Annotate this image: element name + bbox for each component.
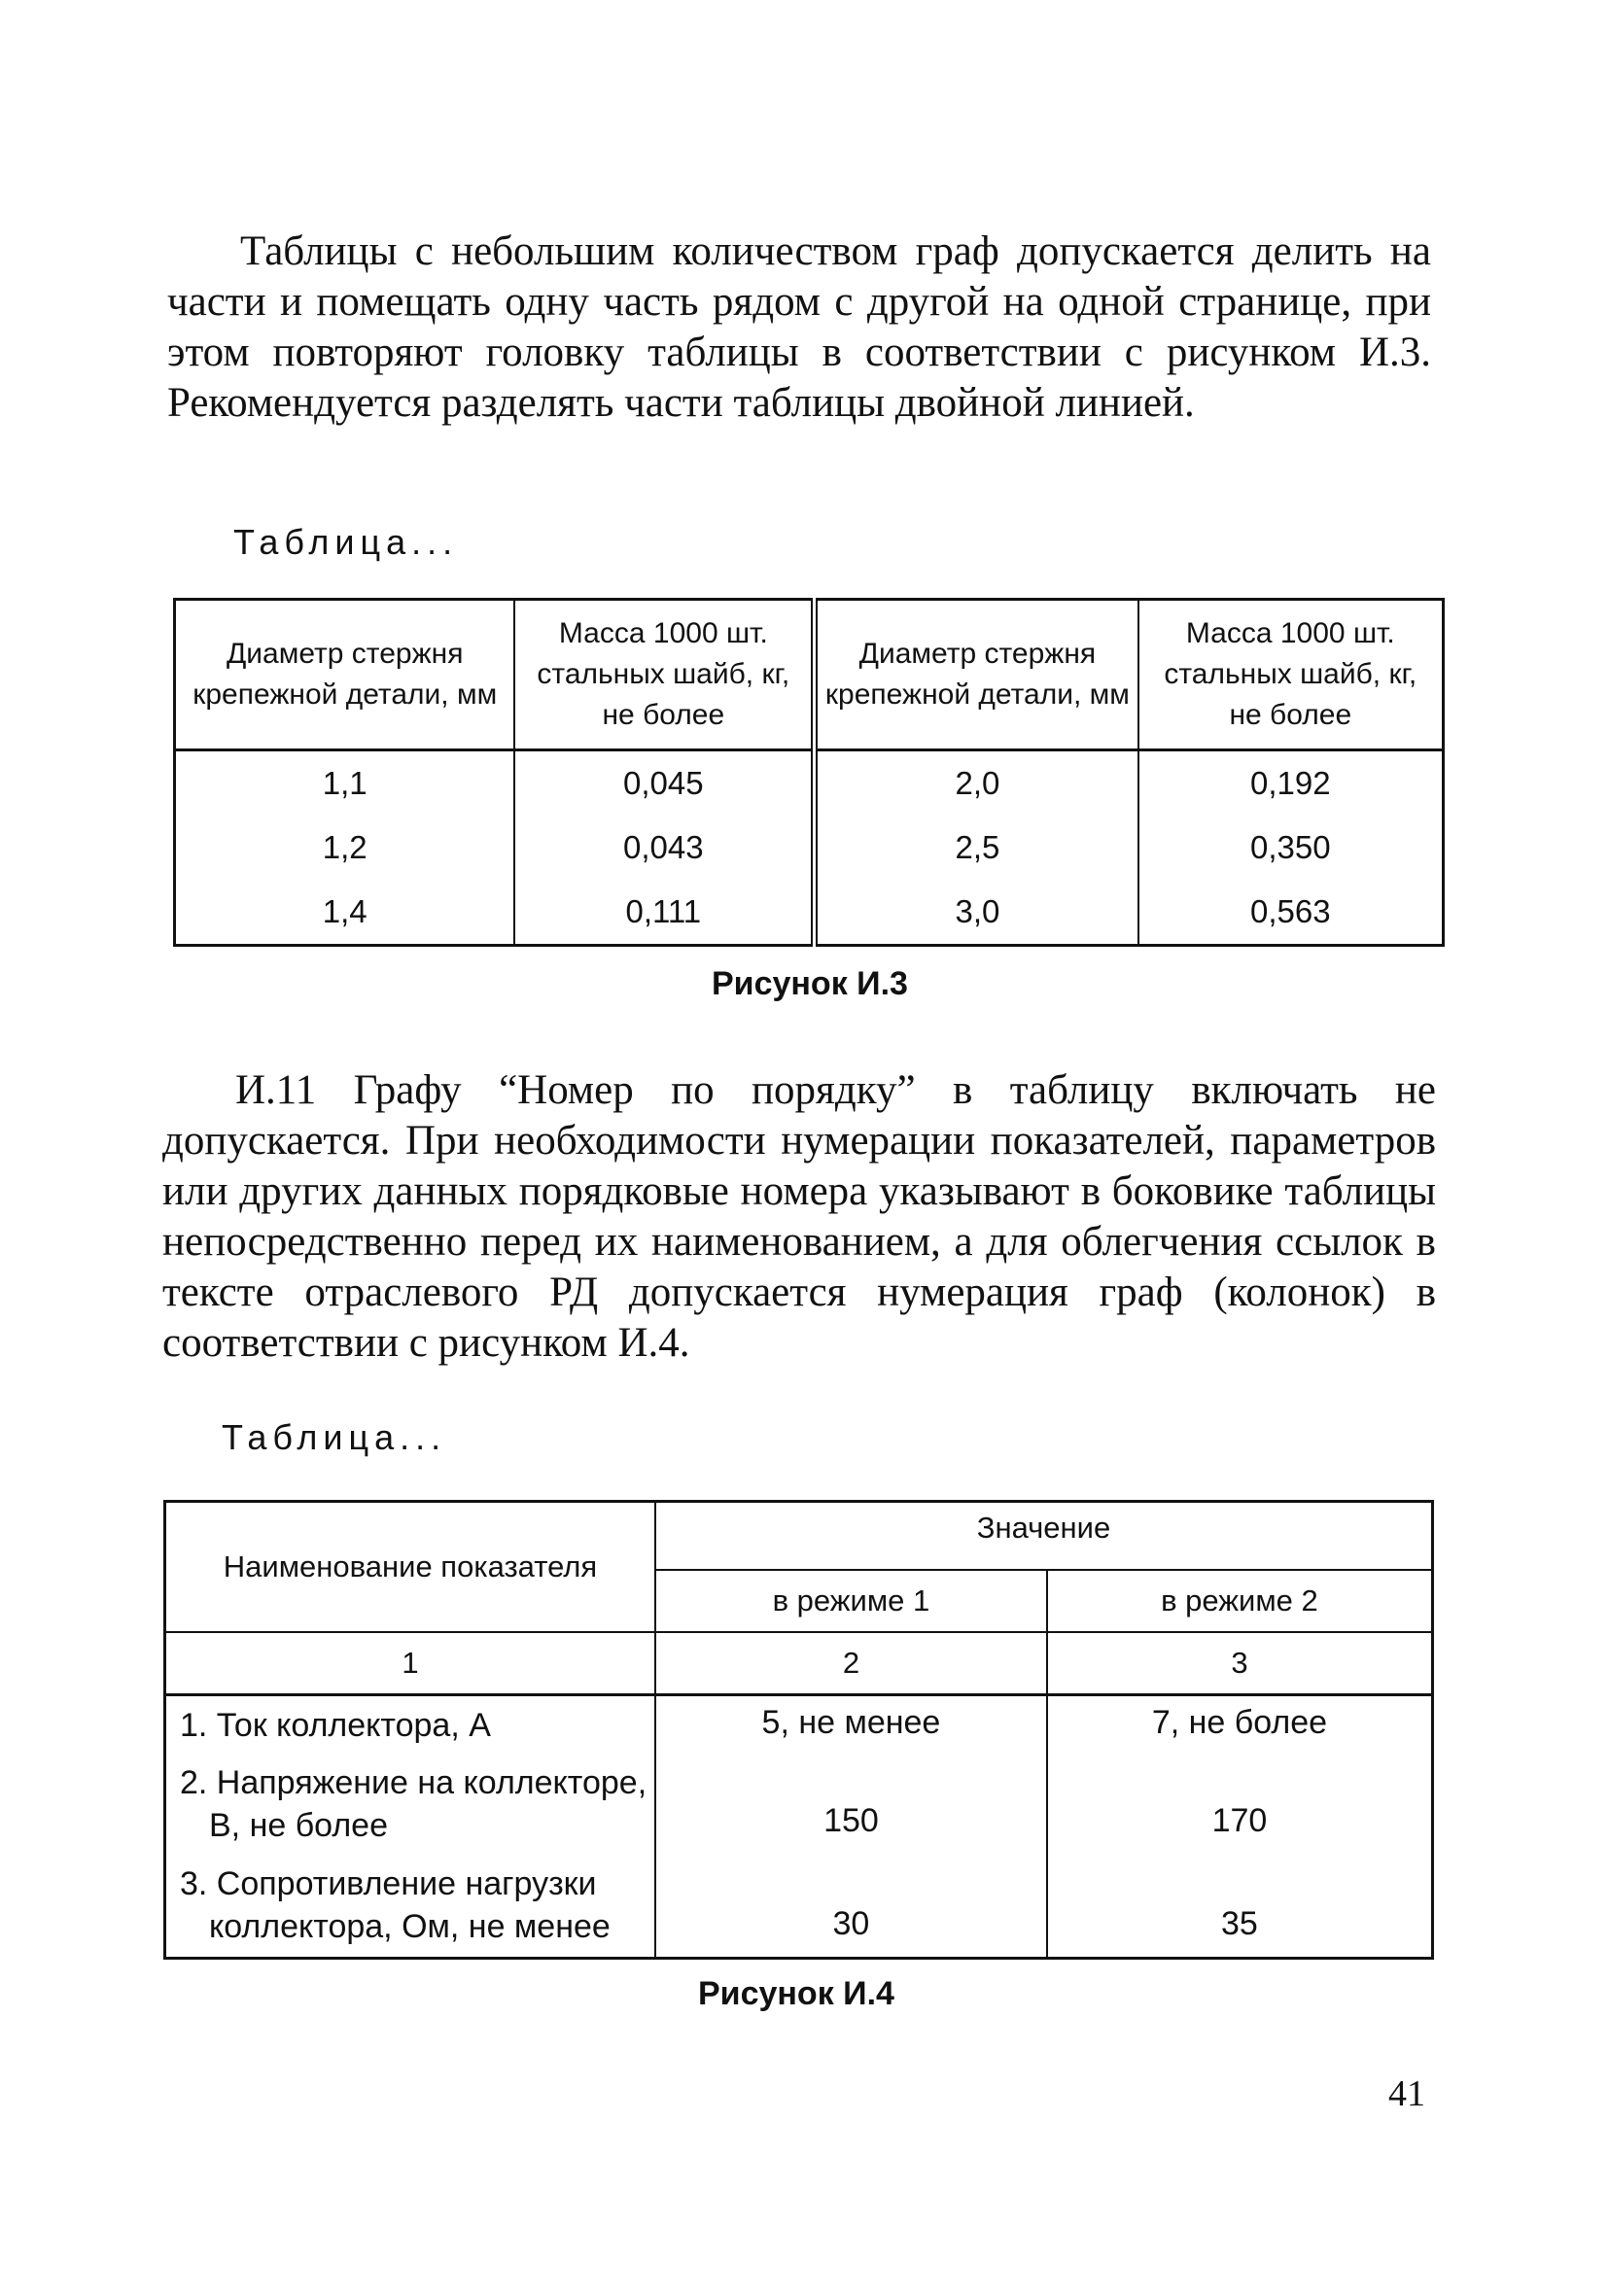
table-2-header-mode-2: в режиме 2 <box>1047 1570 1433 1632</box>
table-2-name-cell <box>165 1695 656 1756</box>
table-1-cell: 0,192 <box>1138 750 1444 817</box>
table-row <box>175 816 1444 880</box>
table-1-header-mass-a: Масса 1000 шт. стальных шайб, кг, не более <box>514 600 814 750</box>
table-1-header-mass-b: Масса 1000 шт. стальных шайб, кг, не более <box>1138 600 1444 750</box>
figure-caption-i4: Рисунок И.4 <box>698 1975 894 2012</box>
table-2-value-mode-1: 150 <box>655 1755 1047 1854</box>
table-2-header-name: Наименование показателя <box>165 1502 656 1633</box>
table-1-header-diameter-b: Диаметр стержня крепежной детали, мм <box>815 600 1138 750</box>
table-2-parameter-name: 1. Ток коллектора, А <box>180 1707 491 1744</box>
table-2-header-mode-1: в режиме 1 <box>655 1570 1047 1632</box>
table-1-cell: 0,045 <box>514 750 814 817</box>
table-2-value-mode-1: 30 <box>655 1854 1047 1959</box>
table-1-cell: 2,5 <box>815 816 1138 880</box>
table-2-header-value: Значение <box>655 1502 1433 1571</box>
table-row <box>175 880 1444 946</box>
figure-caption-i3: Рисунок И.3 <box>712 965 908 1002</box>
table-2-column-numbers-row <box>165 1632 1433 1695</box>
table-washer-mass <box>173 598 1445 947</box>
table-1-header-diameter-a: Диаметр стержня крепежной детали, мм <box>175 600 515 750</box>
table-2-value-mode-2: 7, не более <box>1047 1695 1433 1756</box>
paragraph-table-splitting: Таблицы с небольшим количеством граф допускается делить на части и помещать одну часть рядом с другой на одной странице, при этом повторяют головку таблицы в соответствии с рисунком И.3. Рекомендуется разделять части таблицы двойной линией. <box>167 228 1431 426</box>
table-row <box>165 1854 1433 1959</box>
table-2-column-number: 1 <box>165 1632 656 1695</box>
table-collector-parameters <box>163 1500 1434 1960</box>
table-1-label: Таблица... <box>233 522 459 562</box>
table-2-name-cell <box>165 1854 656 1959</box>
table-1-cell: 3,0 <box>815 880 1138 946</box>
table-2-header-row-top <box>165 1502 1433 1571</box>
table-2-parameter-name: 2. Напряжение на коллекторе, В, не более <box>180 1764 647 1844</box>
table-row <box>165 1695 1433 1756</box>
table-2-value-mode-2: 35 <box>1047 1854 1433 1959</box>
table-row <box>165 1755 1433 1854</box>
table-2-value-mode-1: 5, не менее <box>655 1695 1047 1756</box>
paragraph-i11: И.11 Графу “Номер по порядку” в таблицу включать не допускается. При необходимости нумерации показателей, параметров или других данных порядковые номера указывают в боковике таблицы непосредственно перед их наименованием, а для облегчения ссылок в тексте отраслевого РД допускается нумерация граф (колонок) в соответствии с рисунком И.4. <box>162 1067 1436 1366</box>
table-1-cell: 0,043 <box>514 816 814 880</box>
table-1-cell: 2,0 <box>815 750 1138 817</box>
table-1-cell: 1,1 <box>175 750 515 817</box>
table-1-cell: 1,2 <box>175 816 515 880</box>
table-1-cell: 0,350 <box>1138 816 1444 880</box>
table-row <box>175 750 1444 817</box>
table-2-column-number: 2 <box>655 1632 1047 1695</box>
table-1-cell: 0,563 <box>1138 880 1444 946</box>
table-1-header-row <box>175 600 1444 750</box>
page-number: 41 <box>1388 2073 1425 2114</box>
table-2-value-mode-2: 170 <box>1047 1755 1433 1854</box>
table-1-cell: 1,4 <box>175 880 515 946</box>
table-2-label: Таблица... <box>222 1417 447 1457</box>
table-2-column-number: 3 <box>1047 1632 1433 1695</box>
table-2-parameter-name: 3. Сопротивление нагрузки коллектора, Ом, не менее <box>180 1865 611 1945</box>
table-1-cell: 0,111 <box>514 880 814 946</box>
table-2-name-cell <box>165 1755 656 1854</box>
